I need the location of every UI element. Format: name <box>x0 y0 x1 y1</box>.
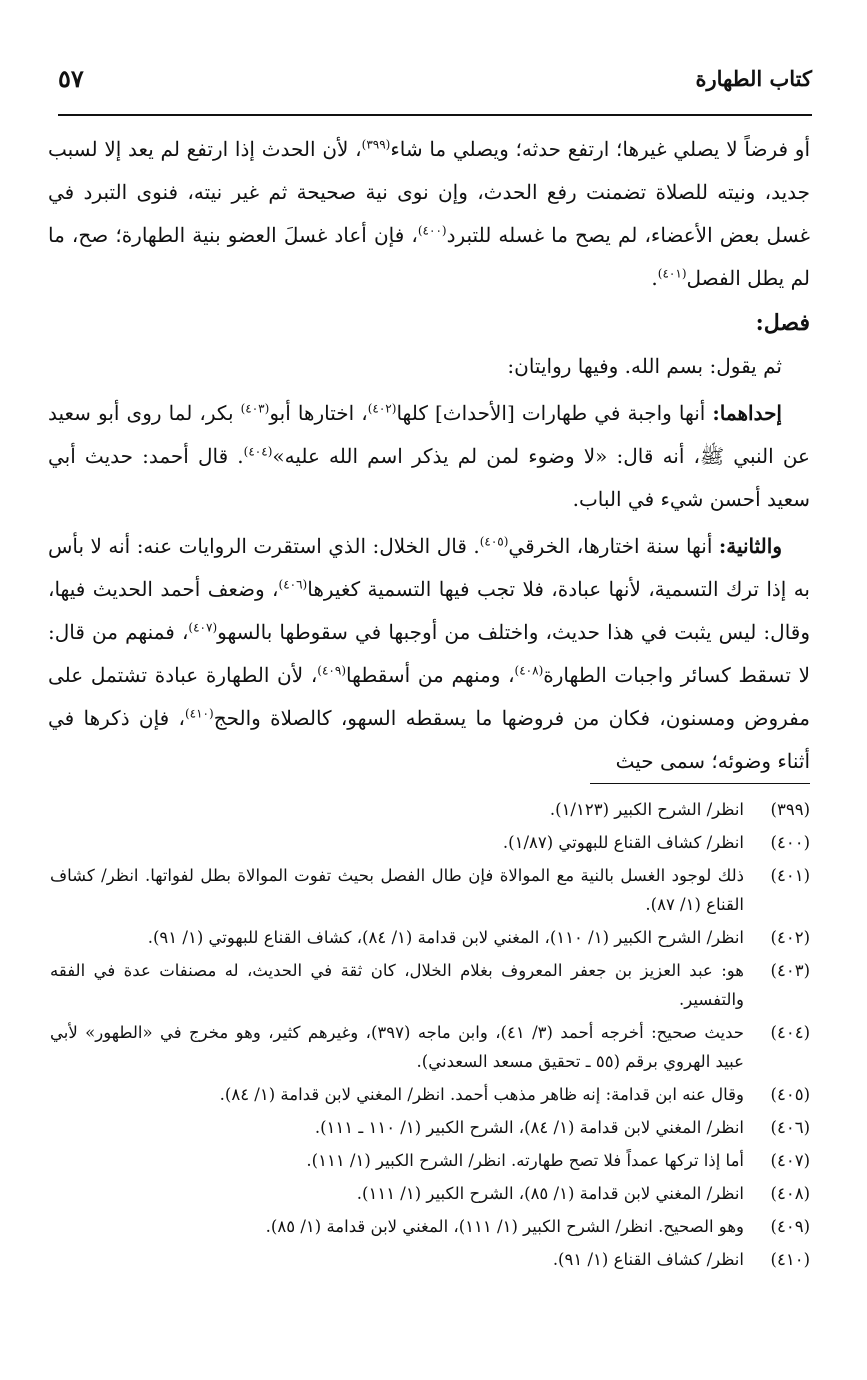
footnote-number: (٤٠٧) <box>770 1151 810 1170</box>
footnote-ref[interactable]: (٤٠١) <box>657 266 687 281</box>
footnote-number: (٤٠٩) <box>770 1217 810 1236</box>
footnote-number: (٤٠٨) <box>770 1184 810 1203</box>
footnote-item <box>50 1113 810 1142</box>
footnote-ref[interactable]: (٤٠٥) <box>479 534 509 549</box>
footnote-ref[interactable]: (٣٩٩) <box>361 137 391 152</box>
footnote-text: أما إذا تركها عمداً فلا تصح طهارته. انظر/ الشرح الكبير (١/ ١١١). <box>306 1151 744 1170</box>
paragraph-2: ثم يقول: بسم الله. وفيها روايتان: <box>507 354 782 378</box>
section-heading: فصل: <box>755 310 810 336</box>
footnote-item <box>50 956 810 1014</box>
footnote-text: انظر/ المغني لابن قدامة (١/ ٨٥)، الشرح الكبير (١/ ١١١). <box>356 1184 744 1203</box>
paragraph-3: إحداهما: أنها واجبة في طهارات [الأحداث] كلها$^{(٤٠٢)}$، اختارها أبو$^{(٤٠٣)}$ بكر، لما روى أبو سعيد عن النبي ﷺ، أنه قال: «لا وضوء لمن لم يذكر اسم الله عليه»$^{(٤٠٤)}$. قال أحمد: حديث أبي سعيد أحسن شيء في الباب. <box>48 401 810 511</box>
footnote-text: هو: عبد العزيز بن جعفر المعروف بغلام الخلال، كان ثقة في الحديث، له مصنفات عدة في الفقه والتفسير. <box>50 961 744 1009</box>
footnote-item <box>50 1080 810 1109</box>
footnote-text: انظر/ كشاف القناع للبهوتي (١/٨٧). <box>502 833 744 852</box>
paragraph-4: والثانية: أنها سنة اختارها، الخرقي$^{(٤٠٥)}$. قال الخلال: الذي استقرت الروايات عنه: أنه لا بأس به إذا ترك التسمية، لأنها عبادة، فلا تجب فيها التسمية كغيرها$^{(٤٠٦)}$، وضعف أحمد الحديث فيها، وقال: ليس يثبت في هذا حديث، واختلف من أوجبها في سقوطها بالسهو$^{(٤٠٧)}$، فمنهم من قال: لا تسقط كسائر واجبات الطهارة$^{(٤٠٨)}$، ومنهم من أسقطها$^{(٤٠٩)}$، لأن الطهارة عبادة تشتمل على مفروض ومسنون، فكان من فروضها ما يسقطه السهو، كالصلاة والحج$^{(٤١٠)}$، فإن ذكرها في أثناء وضوئه؛ سمى حيث <box>48 534 811 773</box>
paragraph-1: أو فرضاً لا يصلي غيرها؛ ارتفع حدثه؛ ويصلي ما شاء$^{(٣٩٩)}$، لأن الحدث إذا ارتفع لم يعد إلا لسبب جديد، ونيته للصلاة تضمنت رفع الحدث، وإن نوى نية صحيحة ثم غير نيته، فنوى التبرد في غسل بعض الأعضاء، لم يصح ما غسله للتبرد$^{(٤٠٠)}$، فإن أعاد غسلَ العضو بنية الطهارة؛ صح، ما لم يطل الفصل$^{(٤٠١)}$. <box>48 137 811 290</box>
footnote-ref[interactable]: (٤٠٩) <box>317 663 346 678</box>
footnote-number: (٤٠٣) <box>770 961 810 980</box>
footnote-item <box>50 923 810 952</box>
paragraph-lead: إحداهما: <box>712 401 782 425</box>
footnote-number: (٤١٠) <box>770 1250 810 1269</box>
footnote-text: وقال عنه ابن قدامة: إنه ظاهر مذهب أحمد. انظر/ المغني لابن قدامة (١/ ٨٤). <box>219 1085 744 1104</box>
footnote-number: (٣٩٩) <box>770 800 810 819</box>
footnote-item <box>50 1245 810 1274</box>
footnote-number: (٤٠٦) <box>770 1118 810 1137</box>
footnotes <box>50 795 810 1278</box>
footnote-item <box>50 828 810 857</box>
footnote-item <box>50 795 810 824</box>
footnote-rule <box>590 783 810 784</box>
main-text <box>48 128 810 783</box>
footnote-item <box>50 1179 810 1208</box>
footnote-ref[interactable]: (٤٠٦) <box>278 577 308 592</box>
footnote-ref[interactable]: (٤٠٨) <box>514 663 544 678</box>
footnote-item <box>50 1212 810 1241</box>
page-number: ٥٧ <box>58 64 84 93</box>
footnote-text: انظر/ المغني لابن قدامة (١/ ٨٤)، الشرح الكبير (١/ ١١٠ ـ ١١١). <box>314 1118 744 1137</box>
running-header <box>58 66 812 102</box>
footnote-text: انظر/ الشرح الكبير (١/١٢٣). <box>549 800 744 819</box>
footnote-text: انظر/ كشاف القناع (١/ ٩١). <box>552 1250 744 1269</box>
footnote-number: (٤٠٥) <box>770 1085 810 1104</box>
footnote-ref[interactable]: (٤٠٢) <box>367 401 397 416</box>
footnote-number: (٤٠١) <box>770 866 810 885</box>
footnote-item <box>50 1146 810 1175</box>
footnote-ref[interactable]: (٤٠٠) <box>417 223 447 238</box>
footnote-ref[interactable]: (٤١٠) <box>184 706 214 721</box>
footnote-item <box>50 1018 810 1076</box>
footnote-number: (٤٠٢) <box>770 928 810 947</box>
footnote-text: انظر/ الشرح الكبير (١/ ١١٠)، المغني لابن قدامة (١/ ٨٤)، كشاف القناع للبهوتي (١/ ٩١). <box>147 928 744 947</box>
footnote-text: حديث صحيح: أخرجه أحمد (٣/ ٤١)، وابن ماجه (٣٩٧)، وغيرهم كثير، وهو مخرج في «الطهور» لأبي عبيد الهروي برقم (٥٥ ـ تحقيق مسعد السعدني). <box>50 1023 744 1071</box>
header-rule <box>58 114 812 116</box>
footnote-text: وهو الصحيح. انظر/ الشرح الكبير (١/ ١١١)، المغني لابن قدامة (١/ ٨٥). <box>265 1217 744 1236</box>
footnote-item <box>50 861 810 919</box>
footnote-ref[interactable]: (٤٠٣) <box>240 401 270 416</box>
footnote-text: ذلك لوجود الغسل بالنية مع الموالاة فإن طال الفصل بحيث تفوت الموالاة بطل لفواتها. انظر/ كشاف القناع (١/ ٨٧). <box>50 866 744 914</box>
footnote-ref[interactable]: (٤٠٧) <box>188 620 218 635</box>
footnote-ref[interactable]: (٤٠٤) <box>243 444 273 459</box>
chapter-title: كتاب الطهارة <box>695 66 812 91</box>
footnote-number: (٤٠٤) <box>770 1023 810 1042</box>
paragraph-lead: والثانية: <box>718 534 782 558</box>
footnote-number: (٤٠٠) <box>770 833 810 852</box>
